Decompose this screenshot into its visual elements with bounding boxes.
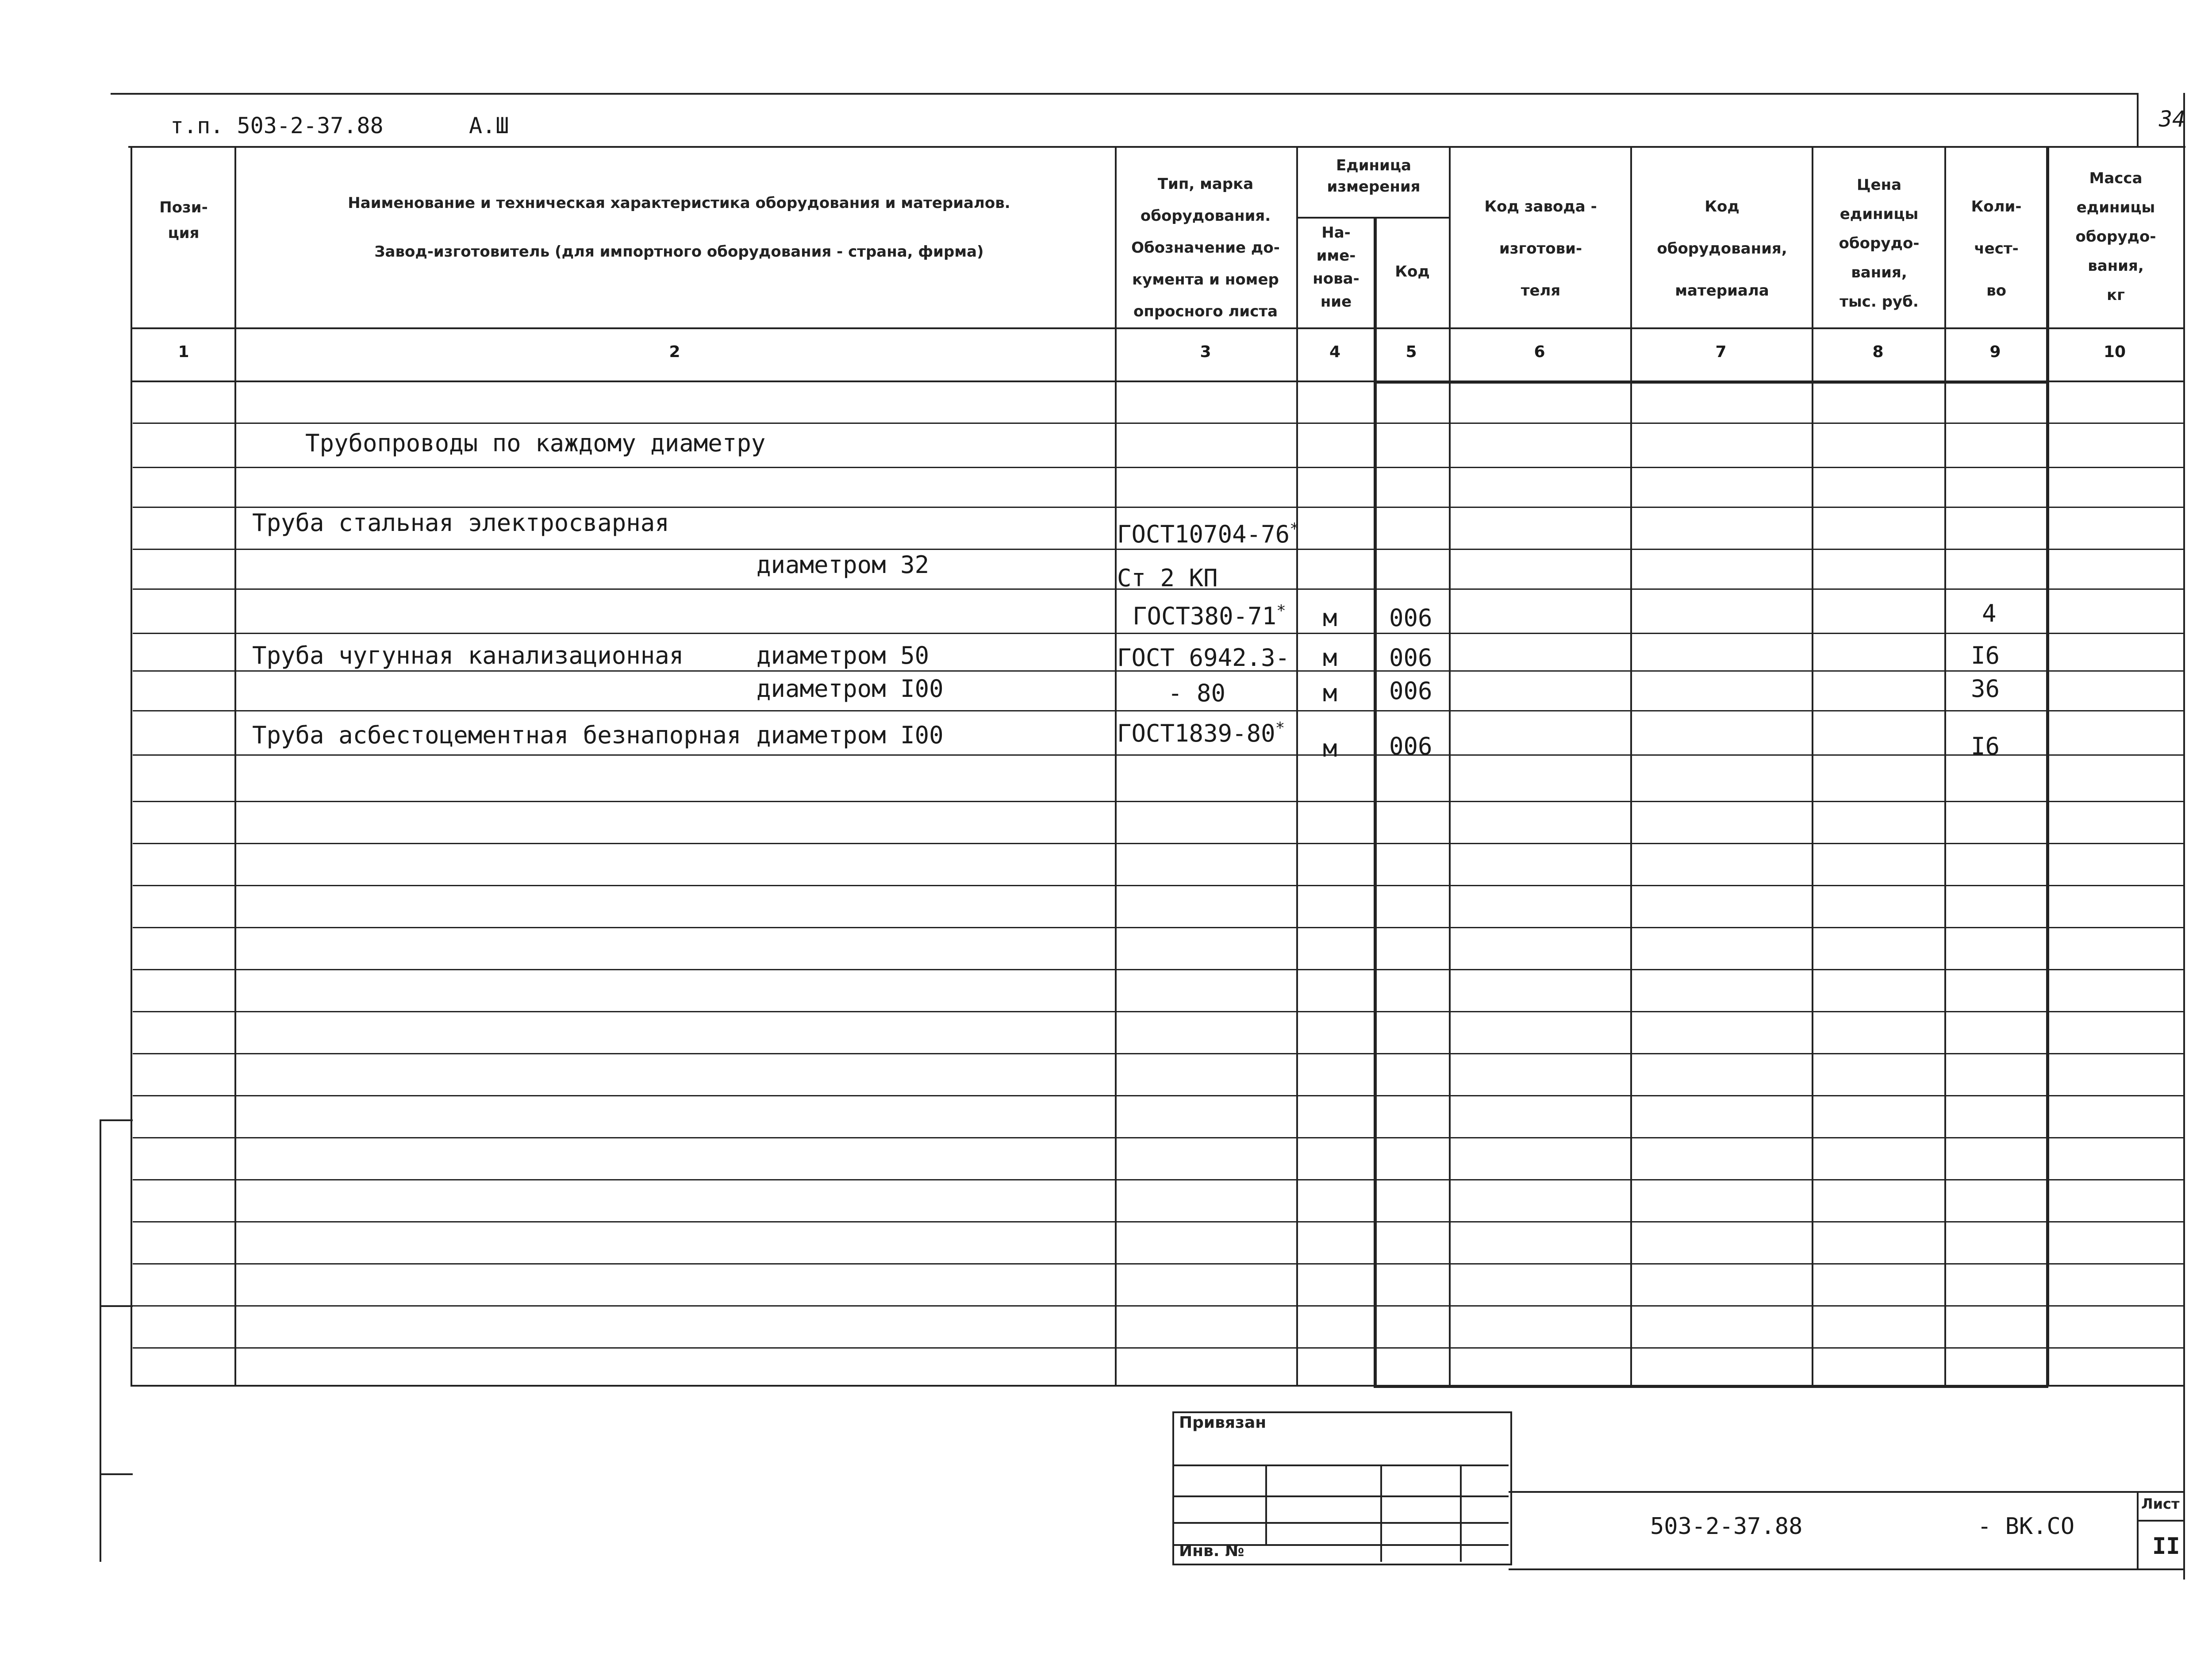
- sheet-cell-split: [2137, 1520, 2183, 1522]
- header-position: Пози- ция: [159, 199, 208, 242]
- row5-code: 006: [1389, 677, 1432, 705]
- doc-code: 503-2-37.88: [1650, 1513, 1803, 1540]
- body-bottom: [131, 1385, 2183, 1387]
- table-row-line: [133, 467, 2183, 468]
- table-row-line: [133, 927, 2183, 928]
- frame-right-top: [2137, 93, 2139, 146]
- table-row-line: [133, 507, 2183, 508]
- colnum-6: 6: [1534, 343, 1545, 361]
- binding-mark-2: [100, 1305, 133, 1307]
- row1-name: Труба стальная электросварная: [252, 509, 669, 537]
- row6-code: 006: [1389, 732, 1432, 760]
- stamp-line-1: [1172, 1464, 1509, 1466]
- table-row-line: [133, 754, 2183, 756]
- header-price: Цена единицы оборудо- вания, тыс. руб.: [1839, 176, 1920, 311]
- table-row-line: [133, 1347, 2183, 1349]
- colnum-7: 7: [1715, 343, 1727, 361]
- stamp-vline-3: [1460, 1464, 1462, 1562]
- title-top: [1509, 1491, 2183, 1493]
- row4-unit: м: [1323, 644, 1337, 672]
- colnum-4: 4: [1329, 343, 1341, 361]
- table-row-line: [133, 1221, 2183, 1222]
- header-unit-code: Код: [1395, 263, 1430, 281]
- row4-name: Труба чугунная канализационная: [252, 642, 684, 669]
- row5-qty: 36: [1971, 675, 2000, 703]
- table-row-line: [133, 633, 2183, 634]
- doc-suffix: - ВК.СО: [1978, 1513, 2075, 1540]
- header-bottom: [131, 327, 2183, 329]
- row6-dia: диаметром I00: [757, 721, 944, 749]
- title-bottom: [1509, 1568, 2183, 1570]
- table-row-line: [133, 885, 2183, 886]
- row6-qty: I6: [1971, 732, 2000, 760]
- table-row-line: [133, 1137, 2183, 1138]
- row5-doc: - 80: [1168, 679, 1226, 707]
- sheet-number: II: [2152, 1533, 2180, 1560]
- table-row-line: [133, 1095, 2183, 1096]
- col-line-3: [1296, 146, 1298, 1385]
- col-line-1: [234, 146, 236, 1385]
- row1-doc: ГОСТ10704-76*: [1117, 520, 1299, 548]
- colnum-2: 2: [669, 343, 680, 361]
- top-rule: [111, 93, 2137, 95]
- table-row-line: [133, 801, 2183, 802]
- header-name-line1: Наименование и техническая характеристика оборудования и материалов.: [348, 194, 1010, 212]
- table-row-line: [133, 843, 2183, 844]
- table-row-line: [133, 1305, 2183, 1307]
- header-equipment-code: Код оборудования, материала: [1657, 198, 1787, 300]
- stamp-bound-label: Привязан: [1179, 1414, 1267, 1432]
- row2-doc: Ст 2 КП: [1117, 564, 1218, 592]
- stamp-line-2: [1172, 1495, 1509, 1497]
- header-factory-code: Код завода - изготови- теля: [1484, 198, 1597, 300]
- header-name-line2: Завод-изготовитель (для импортного оборудования - страна, фирма): [374, 243, 984, 261]
- colnum-10: 10: [2103, 343, 2126, 361]
- row5-dia: диаметром I00: [757, 675, 944, 703]
- header-unit: Единица измерения: [1327, 157, 1421, 196]
- header-unit-name: На- име- нова- ние: [1313, 224, 1359, 311]
- colnum-9: 9: [1989, 343, 2001, 361]
- table-row-line: [133, 710, 2183, 711]
- section-title: Трубопроводы по каждому диаметру: [305, 429, 766, 457]
- header-type: Тип, марка оборудования. Обозначение до- кумента и номер опросного листа: [1131, 175, 1280, 320]
- stamp-line-3: [1172, 1522, 1509, 1524]
- frame-left: [131, 146, 132, 1385]
- header-mass: Масса единицы оборудо- вания, кг: [2075, 169, 2156, 304]
- body-top-thick: [1374, 381, 2048, 384]
- sheet-label: Лист: [2141, 1495, 2180, 1512]
- table-row-line: [133, 549, 2183, 550]
- row3-qty: 4: [1982, 600, 1997, 627]
- row4-dia: диаметром 50: [757, 642, 929, 669]
- row3-unit: м: [1323, 604, 1337, 632]
- colnum-8: 8: [1872, 343, 1884, 361]
- stamp-inv-label: Инв. №: [1179, 1542, 1244, 1560]
- col-line-2: [1115, 146, 1117, 1385]
- row6-name: Труба асбестоцементная безнапорная: [252, 721, 741, 749]
- row4-qty: I6: [1971, 642, 2000, 669]
- row6-doc: ГОСТ1839-80*: [1117, 719, 1285, 747]
- album-label: А.Ш: [469, 113, 509, 138]
- table-row-line: [133, 423, 2183, 424]
- col-line-6: [1630, 146, 1632, 1385]
- colnum-3: 3: [1200, 343, 1211, 361]
- row4-doc: ГОСТ 6942.3-: [1117, 644, 1290, 672]
- row3-doc: ГОСТ380-71*: [1133, 602, 1286, 630]
- frame-left-outer: [100, 1119, 101, 1562]
- page-number-handwritten: 34: [2159, 106, 2186, 132]
- row6-unit: м: [1323, 734, 1337, 762]
- stamp-vline-2: [1380, 1464, 1382, 1562]
- row3-code: 006: [1389, 604, 1432, 632]
- table-row-line: [133, 969, 2183, 970]
- colnum-5: 5: [1406, 343, 1417, 361]
- col-line-7: [1812, 146, 1813, 1385]
- col-line-5: [1449, 146, 1451, 1385]
- col-line-9: [2046, 146, 2049, 1385]
- colnum-1: 1: [178, 343, 189, 361]
- doc-ref-top: т.п. 503-2-37.88: [170, 113, 384, 138]
- frame-right: [2183, 93, 2185, 1580]
- row5-unit: м: [1323, 679, 1337, 707]
- table-row-line: [133, 1053, 2183, 1054]
- binding-mark-1: [100, 1119, 133, 1121]
- row4-code: 006: [1389, 644, 1432, 672]
- col-line-8: [1944, 146, 1946, 1385]
- table-row-line: [133, 1179, 2183, 1180]
- binding-mark-3: [100, 1473, 133, 1475]
- unit-split: [1296, 217, 1449, 219]
- sheet-cell-left: [2137, 1491, 2139, 1568]
- table-row-line: [133, 1263, 2183, 1265]
- frame-top: [128, 146, 2185, 148]
- stamp-vline-1: [1265, 1464, 1267, 1544]
- header-quantity: Коли- чест- во: [1971, 198, 2022, 300]
- row2-name: диаметром 32: [757, 551, 929, 579]
- table-row-line: [133, 1011, 2183, 1012]
